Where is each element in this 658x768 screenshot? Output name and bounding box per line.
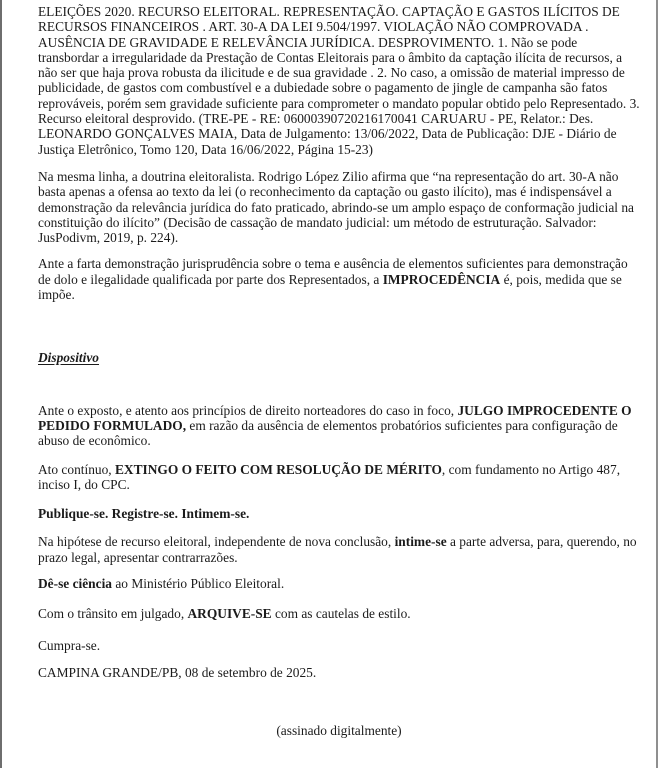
text-segment: Ato contínuo, [38, 461, 115, 477]
text-segment: a parte adversa, para, querendo, no prazo legal, apresentar contrarrazões. [38, 534, 637, 565]
text-segment-bold: Dê-se ciência [38, 576, 112, 592]
text-segment-bold: Publique-se. Registre-se. Intimem-se. [38, 506, 250, 522]
heading-dispositivo-label: Dispositivo [38, 350, 100, 366]
text-segment: com as cautelas de estilo. [271, 606, 411, 622]
text-segment: é, pois, medida que se impõe. [38, 271, 622, 303]
paragraph-arquivamento [38, 606, 640, 621]
paragraph-local-data: CAMPINA GRANDE/PB, 08 de setembro de 2025. [38, 664, 317, 680]
paragraph-recurso-intimacao [38, 534, 640, 565]
text-segment-bold: IMPROCEDÊNCIA [382, 271, 501, 287]
text-segment-bold: EXTINGO O FEITO COM RESOLUÇÃO DE MÉRITO [115, 461, 442, 477]
paragraph-julgamento [38, 403, 640, 449]
text-segment: Na hipótese de recurso eleitoral, independente de nova conclusão, [38, 534, 395, 550]
heading-dispositivo [38, 350, 640, 365]
signature-line: (assinado digitalmente) [276, 723, 402, 739]
paragraph-cumpra-se: Cumpra-se. [38, 637, 101, 653]
text-segment: em razão da ausência de elementos probatórios suficientes para configuração de abuso de econômico. [38, 417, 618, 449]
paragraph-conclusao-improcedencia [38, 256, 640, 302]
paragraph-doutrina: Na mesma linha, a doutrina eleitoralista. Rodrigo López Zilio afirma que “na representação do art. 30-A não basta apenas a ofensa ao texto da lei (o reconhecimento da captação ou gasto ilícito), mas é indispensável a demonstração da relevância jurídica do fato praticado, abrindo-se um amplo espaço de conformação judicial na constituição do ilícito” (Decisão de cassação de mandato judicial: um método de estruturação. Salvador: JusPodivm, 2019, p. 224). [38, 168, 635, 246]
text-segment: , com fundamento no Artigo 487, inciso I, do CPC. [38, 461, 621, 492]
text-segment: Com o trânsito em julgado, [38, 606, 188, 622]
text-segment: Ante a farta demonstração jurisprudência sobre o tema e ausência de elementos suficientes para demonstração de dolo e ilegalidade qualificada por parte dos Representados, a [38, 256, 628, 287]
paragraph-ciencia-mpe [38, 576, 640, 591]
text-segment: ao Ministério Público Eleitoral. [112, 576, 285, 592]
paragraph-extincao [38, 462, 640, 493]
text-segment-bold: intime-se [394, 534, 447, 550]
text-segment-bold: JULGO IMPROCEDENTE O PEDIDO FORMULADO, [38, 402, 632, 433]
paragraph-ementa-jurisprudencia: ELEIÇÕES 2020. RECURSO ELEITORAL. REPRESENTAÇÃO. CAPTAÇÃO E GASTOS ILÍCITOS DE RECURSOS FINANCEIROS . ART. 30-A DA LEI 9.504/1997. VIOLAÇÃO NÃO COMPROVADA . AUSÊNCIA DE GRAVIDADE E RELEVÂNCIA JURÍDICA. DESPROVIMENTO. 1. Não se pode transbordar a irregularidade da Prestação de Contas Eleitorais para o âmbito da captação ilícita de recursos, a não ser que haja prova robusta da ilicitude e de sua gravidade . 2. No caso, a omissão de material impresso de publicidade, de gastos com combustível e a dubiedade sobre o pagamento de jingle de campanha são fatos reprováveis, porém sem gravidade suficiente para comprometer o mandato popular obtido pelo Representado. 3. Recurso eleitoral desprovido. (TRE-PE - RE: 06000390720216170041 CARUARU - PE, Relator.: Des. LEONARDO GONÇALVES MAIA, Data de Julgamento: 13/06/2022, Data de Publicação: DJE - Diário de Justiça Eletrônico, Tomo 120, Data 16/06/2022, Página 15-23) [38, 4, 640, 157]
text-segment: Ante o exposto, e atento aos princípios de direito norteadores do caso in foco, [38, 402, 458, 418]
paragraph-publique-se [38, 506, 640, 521]
text-segment-bold: ARQUIVE-SE [187, 606, 272, 622]
